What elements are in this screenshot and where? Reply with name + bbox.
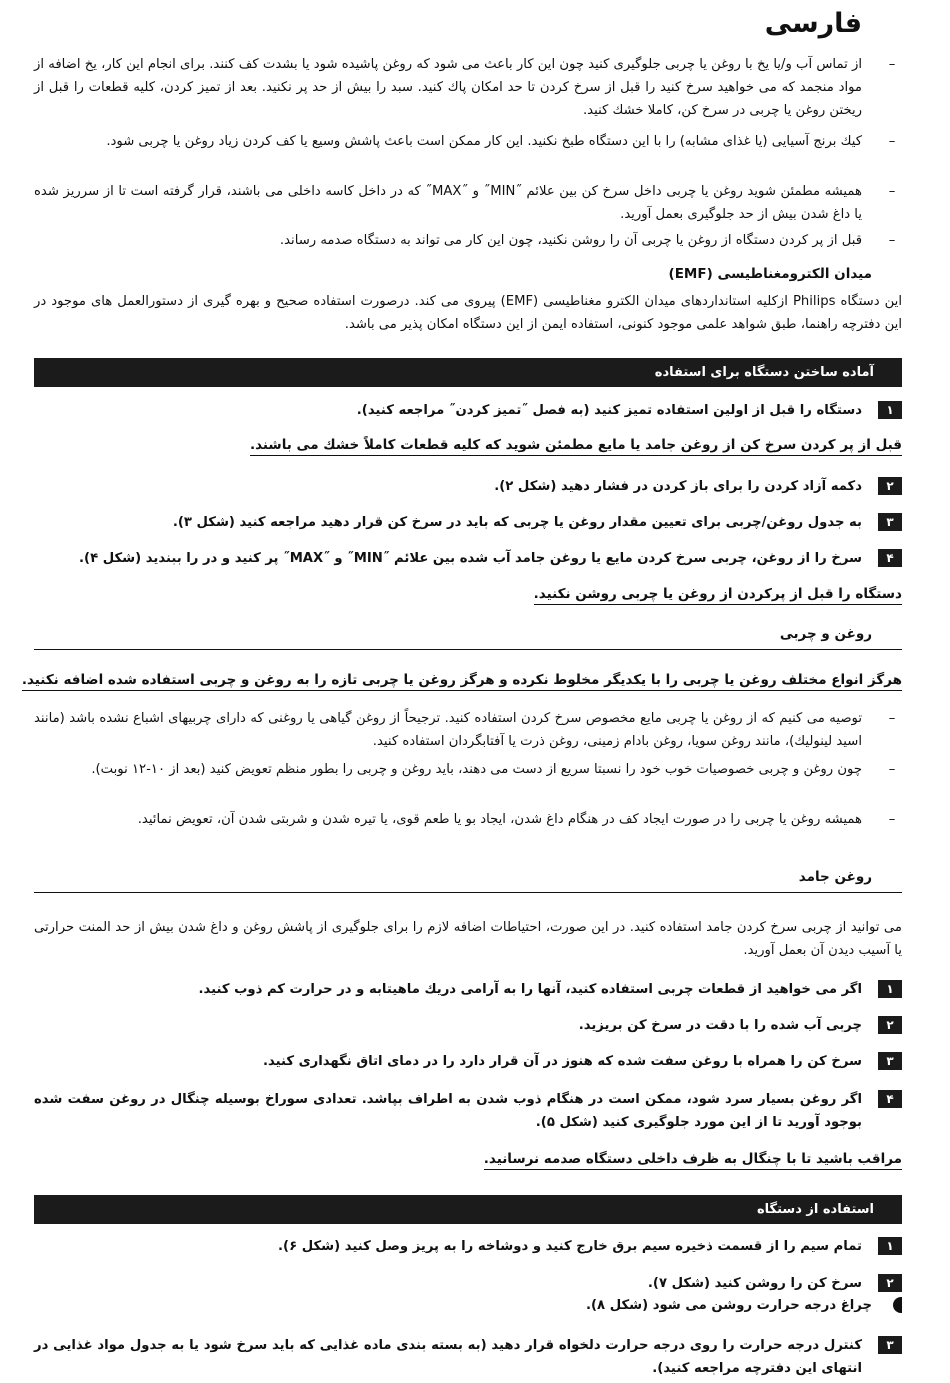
- step-item: [34, 1272, 902, 1295]
- step-text: تمام سیم را از قسمت ذخیره سیم برق خارج کنید و دوشاخه را به پریز وصل کنید (شکل ۶).: [278, 1239, 862, 1254]
- warning-text: دستگاه را قبل از پرکردن از روغن یا چربی روشن نکنید.: [534, 586, 902, 605]
- bullet-item: [34, 130, 902, 153]
- step-item: [34, 511, 902, 534]
- step-item: [34, 1334, 902, 1380]
- step-text: سرخ کن را روشن کنید (شکل ۷).: [647, 1276, 862, 1291]
- step-item: [34, 475, 902, 498]
- dash-icon: –: [888, 711, 896, 726]
- step-text: سرخ را از روغن، چربی سرخ کردن مایع یا روغن جامد آب شده بین علائم ˝MIN˝ و ˝MAX˝ پر کنید و در را ببندید (شکل ۴).: [79, 551, 862, 566]
- step-text: اگر می خواهید از قطعات چربی استفاده کنید، آنها را به آرامی دریك ماهیتابه و در حرارت کم ذوب کنید.: [198, 982, 862, 997]
- bullet-text: کیك برنج آسیایی (یا غذای مشابه) را با این دستگاه طبخ نکنید. این کار ممکن است باعث پاشش وسیع یا کف کردن زیاد روغن یا چربی شود.: [106, 134, 862, 149]
- bullet-text: قبل از پر کردن دستگاه از روغن یا چربی آن را روشن نکنید، چون این کار می تواند به دستگاه صدمه رساند.: [279, 233, 862, 248]
- step-item: [34, 1050, 902, 1073]
- step-item: [34, 1014, 902, 1037]
- dash-icon: –: [888, 184, 896, 199]
- divider: [34, 892, 902, 893]
- warning-text: قبل از پر کردن سرخ کن از روغن جامد یا مایع مطمئن شوید که کلیه قطعات کاملاً خشك می باشند.: [250, 437, 902, 456]
- step-item: [34, 547, 902, 570]
- bullet-item: [34, 180, 902, 226]
- step-note: چراغ درجه حرارت روشن می شود (شکل ۸).: [586, 1298, 872, 1313]
- step-number: ۳: [878, 1336, 902, 1354]
- oil-heading: روغن و چربی: [779, 626, 872, 642]
- bullet-item: [34, 707, 902, 753]
- bullet-text: همیشه مطمئن شوید روغن یا چربی داخل سرخ کن بین علائم ˝MIN˝ و ˝MAX˝ که در داخل کاسه داخلی می باشند، قرار گرفته است تا از سرریز شده یا داغ شدن بیش از حد جلوگیری بعمل آورید.: [34, 184, 862, 222]
- bullet-item: [34, 758, 902, 781]
- dash-icon: –: [888, 57, 896, 72]
- warning-text: هرگز انواع مختلف روغن یا چربی را با یکدیگر مخلوط نکرده و هرگز روغن یا چربی تازه را به روغن و چربی استفاده شده اضافه نکنید.: [22, 672, 902, 691]
- bullet-item: [34, 53, 902, 122]
- step-number: ۴: [878, 549, 902, 567]
- section-bar-use: استفاده از دستگاه: [34, 1195, 902, 1224]
- emf-text: این دستگاه Philips ازکلیه استانداردهای میدان الکترو مغناطیسی (EMF) پیروی می کند. درصورت استفاده صحیح و بهره گیری از دستورالعمل های موجود در این دفترچه راهنما، طبق شواهد علمی موجود کنونی، استفاده ایمن از این دستگاه امکان پذیر می باشد.: [34, 294, 902, 332]
- bullet-item: [34, 808, 902, 831]
- step-item: [34, 1235, 902, 1258]
- bullet-text: توصیه می کنیم که از روغن یا چربی مایع مخصوص سرخ کردن استفاده کنید. ترجیحاً از روغن گیاهی یا روغنی که دارای چربیهای اشباع نشده باشد (مانند اسید لینولیك)، مانند روغن سویا، روغن بادام زمینی، روغن ذرت یا آفتابگردان استفاده کنید.: [34, 711, 862, 749]
- step-text: دستگاه را قبل از اولین استفاده تمیز کنید (به فصل ˝تمیز کردن˝ مراجعه کنید).: [356, 403, 862, 418]
- step-number: ۲: [878, 1274, 902, 1292]
- step-text: به جدول روغن/چربی برای تعیین مقدار روغن یا چربی که باید در سرخ کن قرار دهید مراجعه کنید (شکل ۳).: [172, 515, 862, 530]
- dash-icon: –: [888, 812, 896, 827]
- bullet-text: همیشه روغن یا چربی را در صورت ایجاد کف در هنگام داغ شدن، ایجاد بو یا طعم قوی، یا تیره شدن و شربتی شدن آن، تعویض نمائید.: [137, 812, 862, 827]
- step-item: [34, 1088, 902, 1134]
- dash-icon: –: [888, 233, 896, 248]
- step-number: ۱: [878, 980, 902, 998]
- indicator-icon: [893, 1297, 902, 1313]
- divider: [34, 649, 902, 650]
- step-number: ۳: [878, 513, 902, 531]
- step-number: ۲: [878, 477, 902, 495]
- step-number: ۳: [878, 1052, 902, 1070]
- emf-heading: میدان الکترومغناطیسی (EMF): [668, 266, 872, 282]
- step-item: [34, 399, 902, 422]
- bullet-item: [34, 229, 902, 252]
- section-bar-prepare: آماده ساختن دستگاه برای استفاده: [34, 358, 902, 387]
- step-text: چربی آب شده را با دقت در سرخ کن بریزید.: [578, 1018, 862, 1033]
- step-number: ۲: [878, 1016, 902, 1034]
- solid-heading: روغن جامد: [798, 869, 872, 885]
- warning-text: مراقب باشید تا با چنگال به ظرف داخلی دستگاه صدمه نرسانید.: [484, 1151, 902, 1170]
- step-item: [34, 978, 902, 1001]
- step-number: ۴: [878, 1090, 902, 1108]
- step-text: کنترل درجه حرارت را روی درجه حرارت دلخواه قرار دهید (به بسته بندی ماده غذایی که باید سرخ شود یا به جدول مواد غذایی در انتهای این دفترچه مراجعه کنید).: [34, 1338, 862, 1376]
- dash-icon: –: [888, 134, 896, 149]
- bullet-text: از تماس آب و/یا یخ با روغن یا چربی جلوگیری کنید چون این کار باعث می شود که روغن پاشیده شود یا بشدت کف کنند. برای انجام این کار، یخ اضافه از مواد منجمد که می خواهید سرخ کنید را قبل از سرخ کردن تا حد امکان پاك کنید. سبد را بیش از حد پر نکنید. بعد از تمیز کردن، کلیه قطعات را قبل از ریختن روغن یا چربی در سرخ کن، کاملا خشك کنید.: [34, 57, 862, 118]
- step-text: اگر روغن بسیار سرد شود، ممکن است در هنگام ذوب شدن به اطراف بپاشد. تعدادی سوراخ بوسیله چنگال در روغن سفت شده بوجود آورید تا از این مورد جلوگیری کنید (شکل ۵).: [34, 1092, 862, 1130]
- bullet-text: چون روغن و چربی خصوصیات خوب خود را نسبتا سریع از دست می دهند، باید روغن و چربی را بطور منظم تعویض کنید (بعد از ۱۰-۱۲ نوبت).: [91, 762, 862, 777]
- dash-icon: –: [888, 762, 896, 777]
- step-number: ۱: [878, 401, 902, 419]
- step-number: ۱: [878, 1237, 902, 1255]
- step-text: سرخ کن را همراه با روغن سفت شده که هنوز در آن قرار دارد را در دمای اتاق نگهداری کنید.: [262, 1054, 862, 1069]
- page-title: فارسی: [764, 8, 862, 39]
- solid-text: می توانید از چربی سرخ کردن جامد استفاده کنید. در این صورت، احتیاطات اضافه لازم را برای جلوگیری از پاشش روغن و داغ شدن بیش از حد المنت حرارتی یا آسیب دیدن آن بعمل آورید.: [34, 920, 902, 958]
- step-text: دکمه آزاد کردن را برای باز کردن در فشار دهید (شکل ۲).: [494, 479, 862, 494]
